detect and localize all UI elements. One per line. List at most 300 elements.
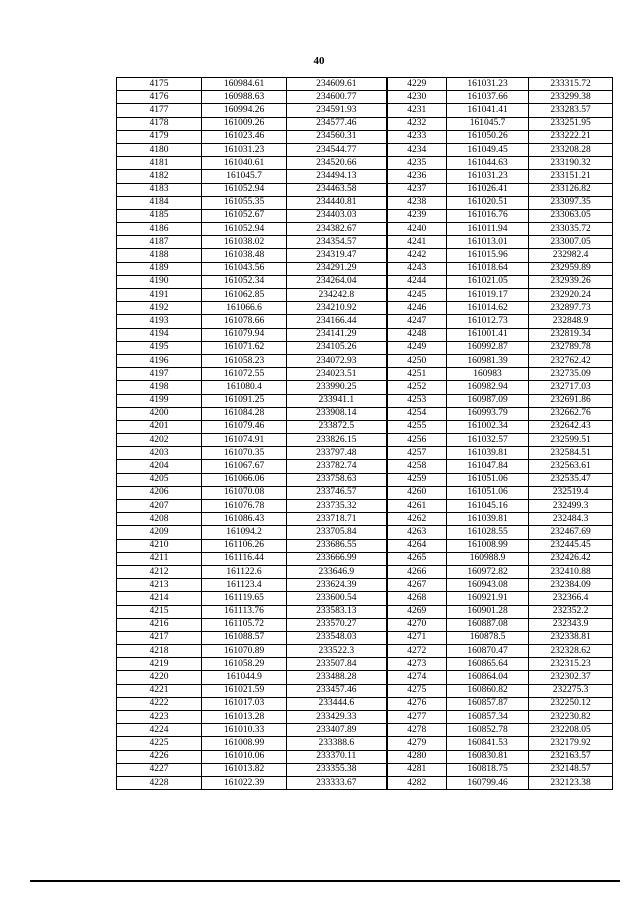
table-row <box>117 275 613 288</box>
table-row <box>117 539 613 552</box>
point-number-left: 4204 <box>117 460 202 473</box>
x-coordinate-right: 161011.94 <box>447 223 529 236</box>
x-coordinate-right: 161039.81 <box>447 513 529 526</box>
y-coordinate-right: 232848.9 <box>529 315 613 328</box>
y-coordinate-right: 232302.37 <box>529 671 613 684</box>
table-row <box>117 565 613 578</box>
point-number-right: 4251 <box>387 368 447 381</box>
x-coordinate-right: 160921.91 <box>447 592 529 605</box>
y-coordinate-left: 233758.63 <box>287 473 387 486</box>
point-number-left: 4225 <box>117 737 202 750</box>
x-coordinate-left: 161094.2 <box>202 526 287 539</box>
table-row <box>117 724 613 737</box>
x-coordinate-right: 160852.78 <box>447 724 529 737</box>
x-coordinate-right: 161020.51 <box>447 196 529 209</box>
x-coordinate-left: 161088.57 <box>202 631 287 644</box>
y-coordinate-right: 232352.2 <box>529 605 613 618</box>
x-coordinate-left: 161038.02 <box>202 236 287 249</box>
point-number-left: 4214 <box>117 592 202 605</box>
x-coordinate-left: 161009.26 <box>202 117 287 130</box>
y-coordinate-left: 234354.57 <box>287 236 387 249</box>
table-row <box>117 368 613 381</box>
point-number-right: 4253 <box>387 394 447 407</box>
point-number-left: 4215 <box>117 605 202 618</box>
y-coordinate-left: 233583.13 <box>287 605 387 618</box>
point-number-right: 4275 <box>387 684 447 697</box>
table-row <box>117 130 613 143</box>
x-coordinate-left: 161062.85 <box>202 289 287 302</box>
point-number-left: 4224 <box>117 724 202 737</box>
point-number-right: 4281 <box>387 763 447 776</box>
y-coordinate-left: 233548.03 <box>287 631 387 644</box>
point-number-left: 4176 <box>117 91 202 104</box>
point-number-right: 4242 <box>387 249 447 262</box>
x-coordinate-left: 161080.4 <box>202 381 287 394</box>
point-number-right: 4271 <box>387 631 447 644</box>
y-coordinate-left: 234440.81 <box>287 196 387 209</box>
point-number-right: 4258 <box>387 460 447 473</box>
table-row <box>117 262 613 275</box>
table-row <box>117 631 613 644</box>
x-coordinate-right: 160818.75 <box>447 763 529 776</box>
y-coordinate-right: 232315.23 <box>529 658 613 671</box>
table-row <box>117 776 613 789</box>
table-row <box>117 460 613 473</box>
y-coordinate-right: 232662.76 <box>529 407 613 420</box>
x-coordinate-left: 161058.29 <box>202 658 287 671</box>
y-coordinate-right: 232410.88 <box>529 565 613 578</box>
x-coordinate-right: 161037.66 <box>447 91 529 104</box>
y-coordinate-left: 234141.29 <box>287 328 387 341</box>
x-coordinate-left: 161052.94 <box>202 223 287 236</box>
table-row <box>117 447 613 460</box>
point-number-left: 4196 <box>117 354 202 367</box>
point-number-right: 4279 <box>387 737 447 750</box>
x-coordinate-left: 161078.66 <box>202 315 287 328</box>
point-number-left: 4184 <box>117 196 202 209</box>
x-coordinate-left: 161123.4 <box>202 579 287 592</box>
point-number-left: 4209 <box>117 526 202 539</box>
point-number-right: 4230 <box>387 91 447 104</box>
x-coordinate-left: 161067.67 <box>202 460 287 473</box>
point-number-right: 4264 <box>387 539 447 552</box>
x-coordinate-left: 161086.43 <box>202 513 287 526</box>
point-number-right: 4232 <box>387 117 447 130</box>
point-number-right: 4233 <box>387 130 447 143</box>
x-coordinate-right: 161001.41 <box>447 328 529 341</box>
x-coordinate-left: 161070.89 <box>202 645 287 658</box>
x-coordinate-right: 160857.87 <box>447 697 529 710</box>
x-coordinate-right: 161039.81 <box>447 447 529 460</box>
table-row <box>117 315 613 328</box>
table-row <box>117 289 613 302</box>
table-row <box>117 711 613 724</box>
x-coordinate-right: 161021.05 <box>447 275 529 288</box>
y-coordinate-right: 232982.4 <box>529 249 613 262</box>
table-row <box>117 618 613 631</box>
point-number-left: 4207 <box>117 500 202 513</box>
point-number-right: 4252 <box>387 381 447 394</box>
point-number-left: 4189 <box>117 262 202 275</box>
y-coordinate-left: 234591.93 <box>287 104 387 117</box>
table-row <box>117 592 613 605</box>
table-row <box>117 684 613 697</box>
coordinates-table-body <box>117 78 613 790</box>
page-number: 40 <box>313 55 325 67</box>
table-row <box>117 658 613 671</box>
point-number-left: 4210 <box>117 539 202 552</box>
y-coordinate-right: 232484.3 <box>529 513 613 526</box>
point-number-left: 4208 <box>117 513 202 526</box>
y-coordinate-left: 233941.1 <box>287 394 387 407</box>
y-coordinate-right: 232735.09 <box>529 368 613 381</box>
x-coordinate-right: 160865.64 <box>447 658 529 671</box>
table-row <box>117 645 613 658</box>
point-number-left: 4179 <box>117 130 202 143</box>
x-coordinate-right: 161051.06 <box>447 486 529 499</box>
table-row <box>117 671 613 684</box>
y-coordinate-right: 233190.32 <box>529 157 613 170</box>
x-coordinate-right: 161028.55 <box>447 526 529 539</box>
point-number-left: 4200 <box>117 407 202 420</box>
y-coordinate-right: 232343.9 <box>529 618 613 631</box>
y-coordinate-left: 233746.57 <box>287 486 387 499</box>
x-coordinate-left: 161010.33 <box>202 724 287 737</box>
point-number-left: 4187 <box>117 236 202 249</box>
x-coordinate-left: 161058.23 <box>202 354 287 367</box>
y-coordinate-right: 233315.72 <box>529 78 613 91</box>
y-coordinate-right: 232499.3 <box>529 500 613 513</box>
point-number-left: 4192 <box>117 302 202 315</box>
table-row <box>117 249 613 262</box>
y-coordinate-right: 232717.03 <box>529 381 613 394</box>
point-number-right: 4249 <box>387 341 447 354</box>
point-number-left: 4178 <box>117 117 202 130</box>
y-coordinate-right: 232939.26 <box>529 275 613 288</box>
point-number-left: 4193 <box>117 315 202 328</box>
x-coordinate-left: 161106.26 <box>202 539 287 552</box>
point-number-left: 4222 <box>117 697 202 710</box>
y-coordinate-right: 232328.62 <box>529 645 613 658</box>
x-coordinate-right: 160988.9 <box>447 552 529 565</box>
point-number-left: 4218 <box>117 645 202 658</box>
point-number-right: 4265 <box>387 552 447 565</box>
table-row <box>117 763 613 776</box>
y-coordinate-left: 233782.74 <box>287 460 387 473</box>
point-number-left: 4219 <box>117 658 202 671</box>
y-coordinate-right: 232819.34 <box>529 328 613 341</box>
point-number-right: 4277 <box>387 711 447 724</box>
table-row <box>117 183 613 196</box>
y-coordinate-right: 232789.78 <box>529 341 613 354</box>
x-coordinate-left: 161043.56 <box>202 262 287 275</box>
x-coordinate-left: 161038.48 <box>202 249 287 262</box>
x-coordinate-right: 161031.23 <box>447 170 529 183</box>
x-coordinate-right: 161008.99 <box>447 539 529 552</box>
y-coordinate-right: 233222.21 <box>529 130 613 143</box>
point-number-left: 4175 <box>117 78 202 91</box>
table-row <box>117 78 613 91</box>
x-coordinate-right: 161014.62 <box>447 302 529 315</box>
y-coordinate-left: 234609.61 <box>287 78 387 91</box>
table-row <box>117 302 613 315</box>
x-coordinate-right: 160992.87 <box>447 341 529 354</box>
point-number-right: 4282 <box>387 776 447 789</box>
point-number-right: 4257 <box>387 447 447 460</box>
point-number-right: 4278 <box>387 724 447 737</box>
y-coordinate-right: 233126.82 <box>529 183 613 196</box>
point-number-left: 4180 <box>117 143 202 156</box>
point-number-left: 4188 <box>117 249 202 262</box>
y-coordinate-right: 232275.3 <box>529 684 613 697</box>
y-coordinate-left: 234463.58 <box>287 183 387 196</box>
x-coordinate-right: 161018.64 <box>447 262 529 275</box>
x-coordinate-left: 161074.91 <box>202 434 287 447</box>
x-coordinate-left: 161052.34 <box>202 275 287 288</box>
y-coordinate-right: 232163.57 <box>529 750 613 763</box>
y-coordinate-left: 234600.77 <box>287 91 387 104</box>
x-coordinate-right: 161051.06 <box>447 473 529 486</box>
x-coordinate-left: 161013.82 <box>202 763 287 776</box>
point-number-right: 4244 <box>387 275 447 288</box>
point-number-right: 4254 <box>387 407 447 420</box>
y-coordinate-left: 234291.29 <box>287 262 387 275</box>
y-coordinate-right: 232123.38 <box>529 776 613 789</box>
point-number-left: 4185 <box>117 209 202 222</box>
y-coordinate-left: 233646.9 <box>287 565 387 578</box>
table-row <box>117 500 613 513</box>
y-coordinate-left: 234403.03 <box>287 209 387 222</box>
x-coordinate-left: 161052.67 <box>202 209 287 222</box>
table-row <box>117 209 613 222</box>
point-number-left: 4220 <box>117 671 202 684</box>
x-coordinate-left: 161076.78 <box>202 500 287 513</box>
table-row <box>117 328 613 341</box>
point-number-right: 4238 <box>387 196 447 209</box>
point-number-left: 4183 <box>117 183 202 196</box>
point-number-right: 4266 <box>387 565 447 578</box>
point-number-left: 4211 <box>117 552 202 565</box>
y-coordinate-left: 233407.89 <box>287 724 387 737</box>
y-coordinate-left: 233370.11 <box>287 750 387 763</box>
y-coordinate-left: 233522.3 <box>287 645 387 658</box>
x-coordinate-right: 161015.96 <box>447 249 529 262</box>
point-number-right: 4262 <box>387 513 447 526</box>
y-coordinate-left: 233990.25 <box>287 381 387 394</box>
x-coordinate-right: 160864.04 <box>447 671 529 684</box>
y-coordinate-left: 233507.84 <box>287 658 387 671</box>
point-number-left: 4217 <box>117 631 202 644</box>
x-coordinate-right: 160857.34 <box>447 711 529 724</box>
x-coordinate-right: 160887.08 <box>447 618 529 631</box>
x-coordinate-right: 160830.81 <box>447 750 529 763</box>
y-coordinate-right: 232920.24 <box>529 289 613 302</box>
y-coordinate-right: 232691.86 <box>529 394 613 407</box>
x-coordinate-right: 161041.41 <box>447 104 529 117</box>
point-number-left: 4194 <box>117 328 202 341</box>
x-coordinate-left: 161116.44 <box>202 552 287 565</box>
x-coordinate-right: 161045.7 <box>447 117 529 130</box>
y-coordinate-left: 233872.5 <box>287 420 387 433</box>
y-coordinate-right: 232535.47 <box>529 473 613 486</box>
y-coordinate-left: 233686.55 <box>287 539 387 552</box>
point-number-right: 4246 <box>387 302 447 315</box>
y-coordinate-left: 234560.31 <box>287 130 387 143</box>
x-coordinate-left: 161008.99 <box>202 737 287 750</box>
point-number-right: 4259 <box>387 473 447 486</box>
x-coordinate-left: 161113.76 <box>202 605 287 618</box>
y-coordinate-right: 232179.92 <box>529 737 613 750</box>
point-number-right: 4276 <box>387 697 447 710</box>
y-coordinate-right: 232148.57 <box>529 763 613 776</box>
x-coordinate-left: 161084.28 <box>202 407 287 420</box>
point-number-right: 4272 <box>387 645 447 658</box>
point-number-left: 4213 <box>117 579 202 592</box>
point-number-left: 4181 <box>117 157 202 170</box>
y-coordinate-right: 232208.05 <box>529 724 613 737</box>
point-number-left: 4216 <box>117 618 202 631</box>
y-coordinate-left: 234382.67 <box>287 223 387 236</box>
x-coordinate-left: 161122.6 <box>202 565 287 578</box>
y-coordinate-left: 233388.6 <box>287 737 387 750</box>
x-coordinate-left: 161010.06 <box>202 750 287 763</box>
point-number-right: 4261 <box>387 500 447 513</box>
x-coordinate-left: 161013.28 <box>202 711 287 724</box>
point-number-left: 4228 <box>117 776 202 789</box>
x-coordinate-right: 160870.47 <box>447 645 529 658</box>
x-coordinate-right: 161031.23 <box>447 78 529 91</box>
point-number-right: 4240 <box>387 223 447 236</box>
point-number-right: 4270 <box>387 618 447 631</box>
point-number-left: 4227 <box>117 763 202 776</box>
table-row <box>117 737 613 750</box>
y-coordinate-right: 232642.43 <box>529 420 613 433</box>
x-coordinate-right: 160841.53 <box>447 737 529 750</box>
y-coordinate-left: 233826.15 <box>287 434 387 447</box>
point-number-right: 4231 <box>387 104 447 117</box>
point-number-right: 4263 <box>387 526 447 539</box>
table-row <box>117 341 613 354</box>
x-coordinate-left: 161055.35 <box>202 196 287 209</box>
point-number-left: 4186 <box>117 223 202 236</box>
x-coordinate-left: 161072.55 <box>202 368 287 381</box>
x-coordinate-left: 160994.26 <box>202 104 287 117</box>
x-coordinate-left: 161119.65 <box>202 592 287 605</box>
table-row <box>117 117 613 130</box>
y-coordinate-right: 232467.69 <box>529 526 613 539</box>
x-coordinate-left: 161040.61 <box>202 157 287 170</box>
x-coordinate-right: 161002.34 <box>447 420 529 433</box>
x-coordinate-right: 160799.46 <box>447 776 529 789</box>
y-coordinate-left: 233666.99 <box>287 552 387 565</box>
table-row <box>117 579 613 592</box>
x-coordinate-left: 161079.94 <box>202 328 287 341</box>
table-row <box>117 407 613 420</box>
y-coordinate-right: 233151.21 <box>529 170 613 183</box>
y-coordinate-left: 233570.27 <box>287 618 387 631</box>
x-coordinate-right: 160878.5 <box>447 631 529 644</box>
y-coordinate-right: 233063.05 <box>529 209 613 222</box>
point-number-right: 4267 <box>387 579 447 592</box>
table-row <box>117 157 613 170</box>
x-coordinate-right: 161045.16 <box>447 500 529 513</box>
x-coordinate-left: 160984.61 <box>202 78 287 91</box>
y-coordinate-right: 232426.42 <box>529 552 613 565</box>
y-coordinate-left: 234577.46 <box>287 117 387 130</box>
point-number-right: 4235 <box>387 157 447 170</box>
point-number-left: 4177 <box>117 104 202 117</box>
x-coordinate-left: 161052.94 <box>202 183 287 196</box>
table-row <box>117 420 613 433</box>
point-number-right: 4247 <box>387 315 447 328</box>
point-number-right: 4260 <box>387 486 447 499</box>
point-number-left: 4212 <box>117 565 202 578</box>
x-coordinate-right: 161049.45 <box>447 143 529 156</box>
y-coordinate-left: 233624.39 <box>287 579 387 592</box>
x-coordinate-right: 160983 <box>447 368 529 381</box>
point-number-right: 4229 <box>387 78 447 91</box>
y-coordinate-right: 232584.51 <box>529 447 613 460</box>
y-coordinate-right: 232384.09 <box>529 579 613 592</box>
point-number-left: 4226 <box>117 750 202 763</box>
point-number-right: 4234 <box>387 143 447 156</box>
x-coordinate-right: 160993.79 <box>447 407 529 420</box>
y-coordinate-left: 233908.14 <box>287 407 387 420</box>
x-coordinate-right: 161047.84 <box>447 460 529 473</box>
x-coordinate-left: 161070.35 <box>202 447 287 460</box>
y-coordinate-right: 233035.72 <box>529 223 613 236</box>
y-coordinate-left: 233429.33 <box>287 711 387 724</box>
x-coordinate-left: 161031.23 <box>202 143 287 156</box>
x-coordinate-right: 161032.57 <box>447 434 529 447</box>
y-coordinate-left: 234242.8 <box>287 289 387 302</box>
x-coordinate-left: 161091.25 <box>202 394 287 407</box>
point-number-left: 4197 <box>117 368 202 381</box>
x-coordinate-left: 161023.46 <box>202 130 287 143</box>
y-coordinate-right: 232959.89 <box>529 262 613 275</box>
table-row <box>117 236 613 249</box>
table-row <box>117 605 613 618</box>
point-number-left: 4190 <box>117 275 202 288</box>
table-row <box>117 552 613 565</box>
x-coordinate-right: 161012.73 <box>447 315 529 328</box>
table-row <box>117 526 613 539</box>
point-number-right: 4280 <box>387 750 447 763</box>
y-coordinate-left: 233797.48 <box>287 447 387 460</box>
table-row <box>117 223 613 236</box>
point-number-left: 4206 <box>117 486 202 499</box>
point-number-left: 4205 <box>117 473 202 486</box>
point-number-right: 4241 <box>387 236 447 249</box>
table-row <box>117 354 613 367</box>
table-row <box>117 434 613 447</box>
x-coordinate-right: 160943.08 <box>447 579 529 592</box>
table-row <box>117 170 613 183</box>
y-coordinate-right: 233097.35 <box>529 196 613 209</box>
y-coordinate-left: 234023.51 <box>287 368 387 381</box>
y-coordinate-left: 233735.32 <box>287 500 387 513</box>
x-coordinate-right: 161013.01 <box>447 236 529 249</box>
point-number-left: 4195 <box>117 341 202 354</box>
y-coordinate-left: 234105.26 <box>287 341 387 354</box>
y-coordinate-right: 232445.45 <box>529 539 613 552</box>
x-coordinate-right: 160860.82 <box>447 684 529 697</box>
y-coordinate-right: 233283.57 <box>529 104 613 117</box>
y-coordinate-right: 232563.61 <box>529 460 613 473</box>
x-coordinate-right: 161016.76 <box>447 209 529 222</box>
point-number-left: 4198 <box>117 381 202 394</box>
x-coordinate-left: 160988.63 <box>202 91 287 104</box>
